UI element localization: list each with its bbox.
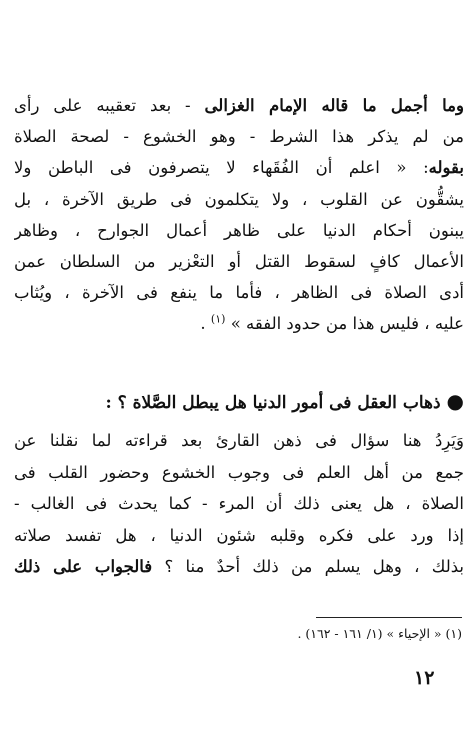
paragraph-ghazali-quote	[14, 90, 464, 340]
bold-phrase: فالجواب على ذلك	[14, 557, 153, 577]
line-text: الصلاة ، هل يعنى ذلك أن المرء - كما يحدث فى الغالب -	[14, 494, 464, 514]
bold-phrase: بقوله	[428, 158, 464, 178]
line-text: وَيَرِدُ هنا سؤال فى ذهن القارئ بعد قراءته لما نقلنا عن	[14, 431, 464, 450]
text-line	[14, 551, 464, 583]
text-line	[14, 425, 464, 457]
text-line	[14, 90, 464, 121]
line-text: من لم يذكر هذا الشرط - وهو الخشوع - لصحة الصلاة	[14, 127, 464, 147]
line-text: الأعمال كافٍ لسقوط القتل أو التعْزير من السلطان عمن	[14, 252, 464, 272]
line-text: - بعد تعقيبه على رأى	[14, 96, 205, 115]
line-text: جمع من أهل العلم فى وجوب الخشوع وحضور القلب فى	[14, 462, 464, 482]
paragraph-question	[14, 425, 464, 583]
footnote-divider	[316, 617, 462, 618]
heading-text: ذهاب العقل فى أمور الدنيا هل يبطل الصَّلاة ؟ :	[105, 393, 441, 413]
section-heading	[14, 385, 464, 419]
line-text: يشقُّون عن القلوب ، ولا يتكلمون فى طريق الآخرة ، بل	[14, 189, 464, 209]
footnote-marker[interactable]: (١)	[210, 312, 226, 326]
text-line	[14, 277, 464, 308]
text-line	[14, 457, 464, 489]
footnote-text: (١) « الإحياء » (١/ ١٦١ - ١٦٢) .	[297, 626, 462, 641]
line-text: : « اعلم أن الفُقَهاء لا يتصرفون فى الباطن ولا	[14, 158, 429, 178]
text-line	[14, 184, 464, 215]
text-line	[14, 246, 464, 277]
line-text: يبنون أحكام الدنيا على ظاهر أعمال الجوارح ، وظاهر	[14, 220, 464, 240]
bold-phrase: وما أجمل ما قاله الإمام الغزالى	[204, 96, 464, 115]
line-text: أدى الصلاة فى الظاهر ، فأما ما ينفع فى الآخرة ، ويُثاب	[14, 283, 464, 303]
line-text: بذلك ، وهل يسلم من ذلك أحدٌ منا ؟	[152, 557, 464, 577]
text-line	[14, 308, 464, 339]
text-line	[14, 215, 464, 246]
page-number: ١٢	[414, 667, 435, 689]
footnote	[162, 624, 462, 644]
bullet-icon: ●	[446, 389, 464, 413]
line-end-period: .	[200, 314, 211, 334]
line-text: عليه ، فليس هذا من حدود الفقه »	[230, 314, 464, 334]
text-line	[14, 121, 464, 152]
text-line	[14, 488, 464, 520]
text-line	[14, 520, 464, 552]
text-line	[14, 152, 464, 183]
line-text: إذا ورد على فكره وقلبه شئون الدنيا ، هل تفسد صلاته	[14, 525, 464, 545]
